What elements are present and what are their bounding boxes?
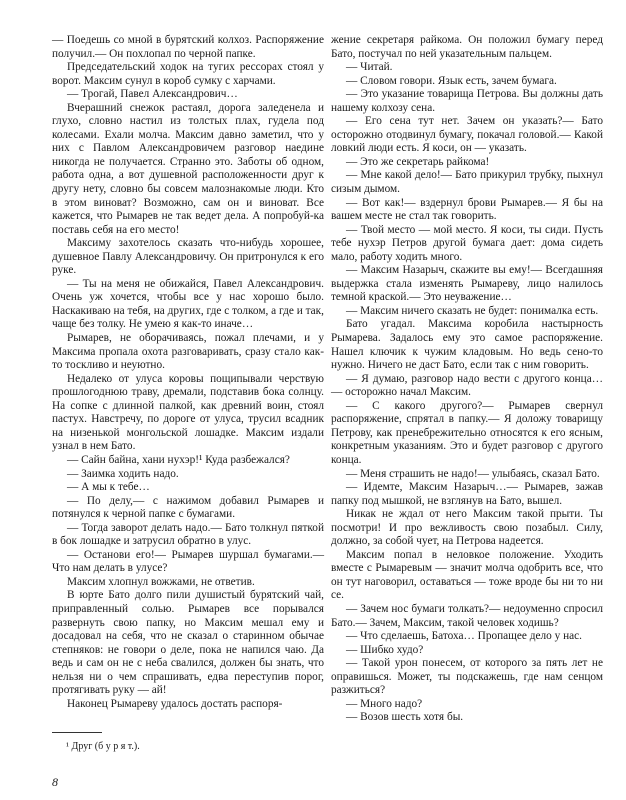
- paragraph: — Это же секретарь райкома!: [346, 155, 490, 168]
- footnote: ¹ Друг (б у р я т.).: [66, 741, 140, 752]
- paragraph: — По делу,— с нажимом добавил Рымарев и потянулся к черной папке с бумагами.: [52, 494, 324, 521]
- paragraph: — Это указание товарища Петрова. Вы должны дать нашему колхозу сена.: [331, 88, 603, 114]
- paragraph: — Возов шесть хотя бы.: [346, 711, 464, 724]
- paragraph: — Ты на меня не обижайся, Павел Александрович. Очень уж хочется, чтобы все у нас хорошо было. Наскакиваю на тебя, на других, где с толком, а где и так, чаще без толку. Не умею я как-то иначе…: [52, 277, 324, 331]
- paragraph: Максим хлопнул вожжами, не ответив.: [67, 575, 255, 588]
- paragraph: — Меня страшить не надо!— улыбаясь, сказал Бато.: [346, 467, 600, 480]
- paragraph: — Останови его!— Рымарев шуршал бумагами.— Что нам делать в улусе?: [52, 548, 324, 575]
- paragraph: — Такой урон понесем, от которого за пять лет не оправишься. Может, ты подскажешь, где нам сенцом разжиться?: [331, 657, 603, 697]
- paragraph: — Его сена тут нет. Зачем он указать?— Бато осторожно отодвинул бумагу, покачал головой.— Какой ловкий люди есть. Я коси, он — указать.: [331, 115, 603, 155]
- paragraph: Недалеко от улуса коровы пощипывали черствую прошлогоднюю траву, дремали, подставив бока солнцу. На сопке с длинной палкой, как древний воин, стоял пастух. Навстречу, по дороге от улуса, трусил всадник на низенькой монгольской лошадке. Максим издали узнал в нем Бато.: [52, 372, 324, 453]
- paragraph: — Твой место — мой место. Я коси, ты сиди. Пусть тебе нухэр Петров другой бумага дает: дома сидеть мало, работу ходить много.: [331, 223, 603, 263]
- paragraph: — Максим ничего сказать не будет: понималка есть.: [346, 304, 599, 317]
- paragraph: — С какого другого?— Рымарев свернул распоряжение, спрятал в папку.— Я доложу товарищу Петрову, как пренебрежительно относятся к его ясным, конкретным указаниям. Это и будет разговор с другого конца.: [331, 399, 603, 466]
- paragraph: — Словом говори. Язык есть, зачем бумага.: [346, 74, 557, 87]
- paragraph: — Я думаю, разговор надо вести с другого конца…— осторожно начал Максим.: [331, 372, 603, 399]
- paragraph: — Идемте, Максим Назарыч…— Рымарев, зажав папку под мышкой, не взглянув на Бато, вышел.: [331, 481, 603, 507]
- paragraph: — Вот как!— вздернул брови Рымарев.— Я бы на вашем месте не стал так говорить.: [331, 196, 603, 223]
- paragraph: Наконец Рымареву удалось достать распоря-: [67, 697, 283, 710]
- paragraph: жение секретаря райкома. Он положил бумагу перед Бато, постучал по ней указательным пальцем.: [331, 34, 603, 60]
- paragraph: Максиму захотелось сказать что-нибудь хорошее, душевное Павлу Александровичу. Он притронулся к его руке.: [52, 237, 324, 277]
- page-number: 8: [52, 775, 58, 789]
- paragraph: В юрте Бато долго пили душистый бурятский чай, приправленный солью. Рымарев все порывался развернуть свою папку, но Максим мешал ему и досадовал на себя, что не сказал о старинном обычае степняков: не говори о деле, пока не напился чаю. Да ведь и сам он не с неба свалился, должен бы знать, что нельзя ни о чем спрашивать, едва переступив порог, протягивать руку — ай!: [52, 589, 324, 697]
- paragraph: — Что сделаешь, Батоха… Пропащее дело у нас.: [346, 630, 582, 643]
- paragraph: Председательский ходок на тугих рессорах стоял у ворот. Максим сунул в короб сумку с харчами.: [52, 61, 324, 87]
- paragraph: — Тогда заворот делать надо.— Бато толкнул пяткой в бок лошадке и затрусил обратно в улус.: [52, 521, 324, 548]
- paragraph: — Мне какой дело!— Бато прикурил трубку, пыхнул сизым дымом.: [331, 169, 603, 196]
- right-column: [331, 34, 603, 725]
- paragraph: — Сайн байна, хани нухэр!¹ Куда разбежался?: [67, 453, 290, 466]
- paragraph: — Трогай, Павел Александрович…: [67, 88, 238, 101]
- paragraph: Рымарев, не оборачиваясь, пожал плечами, и у Максима пропала охота разговаривать, сразу стало как-то тоскливо и неуютно.: [52, 332, 324, 372]
- paragraph: Максим попал в неловкое положение. Уходить вместе с Рымаревым — значит молча одобрить все, что он тут наговорил, оставаться — тоже вроде бы ни то ни се.: [331, 548, 603, 602]
- paragraph: Вчерашний снежок растаял, дорога заледенела и глухо, словно настил из толстых плах, гудела под колесами. Ехали молча. Максим давно заметил, что у них с Павлом Александровичем разговор наедине никогда не получается. Странно это. Заботы об одном, работа одна, а вот душевной расположенности друг к другу нету, словно бы совсем малознакомые люди. Кто в этом виноват? Возможно, сам он и виноват. Все кажется, что Рымарев не так ведет дела. А попробуй-ка поставь себя на его место!: [52, 101, 324, 236]
- paragraph: — Максим Назарыч, скажите вы ему!— Всегдашняя выдержка стала изменять Рымареву, лицо налилось темной краской.— Это неуважение…: [331, 264, 603, 304]
- paragraph: — Поедешь со мной в бурятский колхоз. Распоряжение получил.— Он похлопал по черной папке.: [52, 34, 324, 60]
- paragraph: — Шибко худо?: [346, 643, 424, 656]
- footnote-divider: [52, 732, 102, 733]
- paragraph: Бато угадал. Максима коробила настырность Рымарева. Задалось ему это самое распоряжение. Нашел ключик к чужим кладовым. Но ведь сено-то нужно. Ничего не даст Бато, если так с ним говорить.: [331, 318, 603, 372]
- paragraph: — Много надо?: [346, 697, 423, 710]
- paragraph: Никак не ждал от него Максим такой прыти. Ты посмотри! И про вежливость свою позабыл. Силу, должно, за собой чует, на Петрова надеется.: [331, 508, 603, 548]
- left-column: [52, 34, 324, 711]
- paragraph: — Заимка ходить надо.: [67, 467, 179, 480]
- paragraph: — Читай.: [346, 61, 393, 74]
- paragraph: — Зачем нос бумаги толкать?— недоуменно спросил Бато.— Зачем, Максим, такой человек ходишь?: [331, 602, 603, 629]
- paragraph: — А мы к тебе…: [67, 481, 150, 494]
